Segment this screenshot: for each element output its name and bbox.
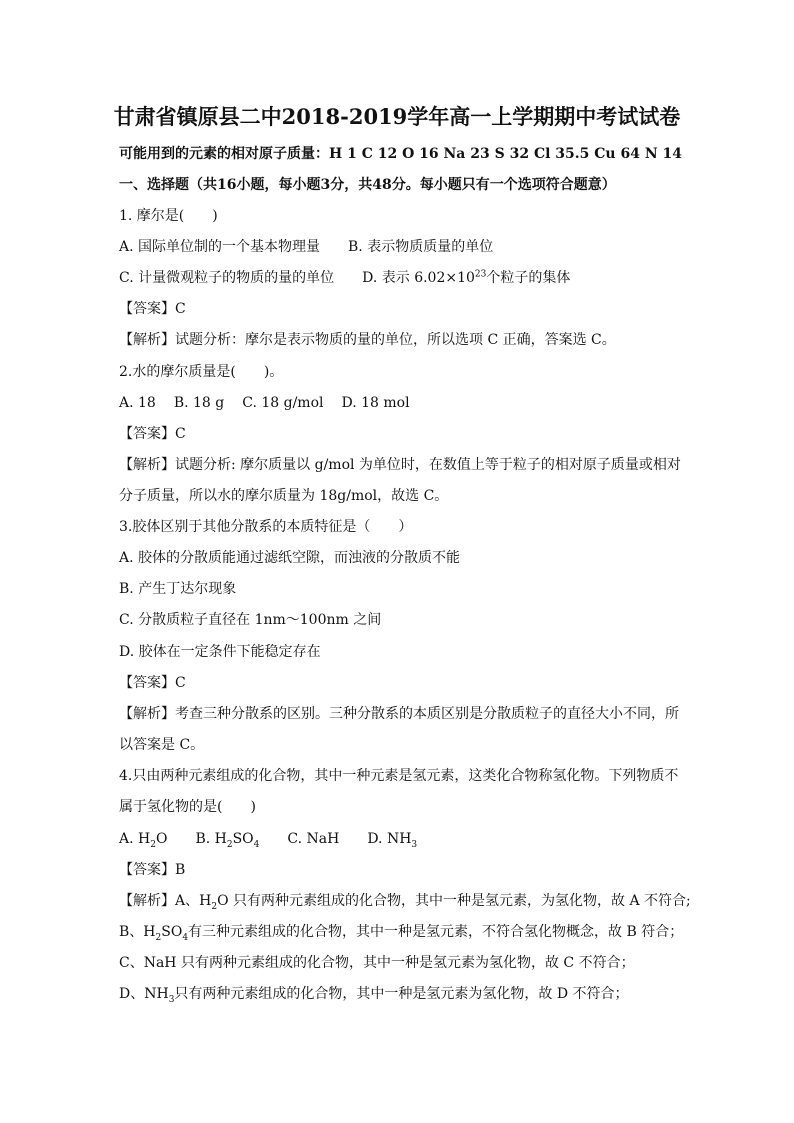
question-2-analysis-line-2: 分子质量，所以水的摩尔质量为 18g/mol，故选 C。 [119,488,449,504]
section-heading: 一、选择题（共16小题，每小题3分，共48分。每小题只有一个选项符合题意） [119,177,616,193]
option-c: C. 18 g/mol [242,395,324,411]
question-1-options-ab [119,237,493,257]
question-2-stem: 2.水的摩尔质量是( )。 [119,364,284,380]
question-2-options [119,393,410,413]
question-4-analysis-d: D、$NH_3$只有两种元素组成的化合物，其中一种是氢元素为氢化物，故 D 不符合； [119,986,629,1005]
option-a: A. $H_2O$ [119,831,168,850]
option-a: A. 国际单位制的一个基本物理量 [119,239,321,255]
option-b: B. 18 g [173,395,225,411]
question-4-answer: 【答案】B [119,862,186,878]
question-1-answer: 【答案】C [119,301,186,317]
option-d: D. 18 mol [341,395,410,411]
question-3-option-a: A. 胶体的分散质能通过滤纸空隙，而浊液的分散质不能 [119,550,461,566]
question-1-stem: 1. 摩尔是( ) [119,208,218,224]
question-3-option-b: B. 产生丁达尔现象 [119,581,237,597]
option-a: A. 18 [119,395,156,411]
question-3-option-d: D. 胶体在一定条件下能稳定存在 [119,644,321,660]
question-4-analysis-a: 【解析】A、$H_2O$ 只有两种元素组成的化合物，其中一种是氢元素，为氢化物，故 A 不符合; [119,893,691,912]
question-4-options [119,829,417,849]
page-title: 甘肃省镇原县二中2018-2019学年高一上学期期中考试试卷 [113,104,681,129]
option-d: D. $NH_3$ [367,831,418,850]
question-3-answer: 【答案】C [119,675,186,691]
option-d: D. 表示 $6.02\times 10^{23}$个粒子的集体 [362,269,571,286]
question-4-analysis-b: B、$H_2SO_4$有三种元素组成的化合物，其中一种是氢元素，不符合氢化物概念，故 B 符合； [119,924,684,943]
question-1-analysis: 【解析】试题分析：摩尔是表示物质的量的单位，所以选项 C 正确，答案选 C。 [119,332,616,348]
question-3-analysis-line-2: 以答案是 C。 [119,737,205,753]
question-3-analysis-line-1: 【解析】考查三种分散系的区别。三种分散系的本质区别是分散质粒子的直径大小不同，所 [119,706,679,722]
question-2-analysis-line-1: 【解析】试题分析: 摩尔质量以 g/mol 为单位时，在数值上等于粒子的相对原子质量或相对 [119,457,681,473]
question-2-answer: 【答案】C [119,426,186,442]
atomic-masses-line: 可能用到的元素的相对原子质量：H 1 C 12 O 16 Na 23 S 32 Cl 35.5 Cu 64 N 14 [119,146,682,162]
question-4-stem-line-2: 属于氢化物的是( ) [119,799,256,815]
option-c: C. NaH [287,831,340,847]
question-4-analysis-c: C、NaH 只有两种元素组成的化合物，其中一种是氢元素为氢化物，故 C 不符合； [119,955,635,971]
question-3-option-c: C. 分散质粒子直径在 1nm～100nm 之间 [119,612,382,628]
option-b: B. 表示物质质量的单位 [348,239,494,255]
question-4-stem-line-1: 4.只由两种元素组成的化合物，其中一种元素是氢元素，这类化合物称氢化物。下列物质不 [119,768,679,784]
question-3-stem: 3.胶体区别于其他分散系的本质特征是（ ） [119,519,413,535]
option-c: C. 计量微观粒子的物质的量的单位 [119,270,335,286]
option-b: B. $H_2SO_4$ [195,831,260,850]
question-1-options-cd [119,268,570,288]
